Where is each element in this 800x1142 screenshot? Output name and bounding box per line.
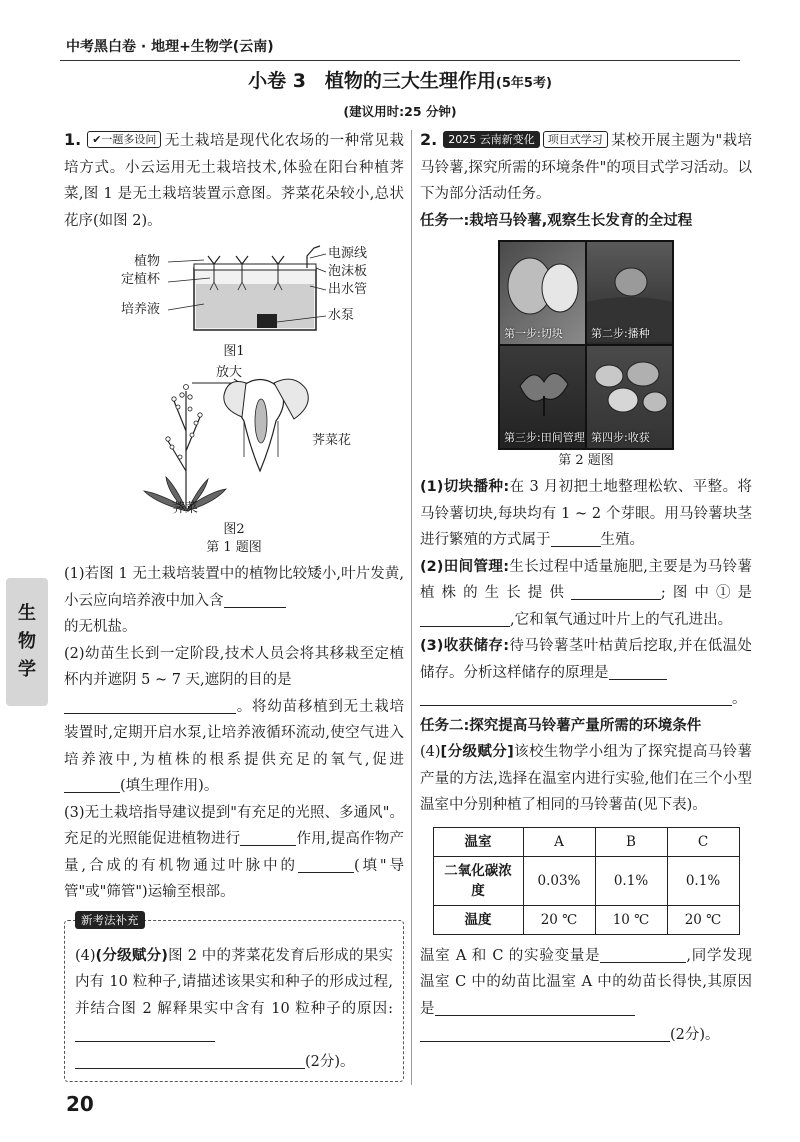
q2-sub2-answer-blank-2[interactable] [420,609,510,627]
q1-figure-caption: 第 1 题图 [206,540,262,555]
photo-caption: 第四步:收获 [591,431,650,444]
q2-sub1 [420,474,752,554]
fig2-caption: 图2 [223,522,245,537]
figure-2 [64,361,404,521]
table-cell: 二氧化碳浓度 [433,856,523,905]
q2-sub4-text: 该校生物学小组为了探究提高马铃薯产量的方法,选择在温室内进行实验,他们在三个小型温室中分别种植了相同的马铃薯苗(见下表)。 [420,744,752,813]
q1-sub4 [75,943,393,1076]
q2-tag-project: 项目式学习 [543,131,608,148]
photo-step-2 [587,242,672,344]
q2-sub3 [420,633,752,713]
q2-sub1-tail: 生殖。 [600,532,644,548]
q1-sub1 [64,561,404,641]
table-cell: 0.1% [667,856,739,905]
q2-sub4-head: (4) [420,744,441,760]
q1-sub2-answer-blank-1[interactable] [64,696,236,714]
fig2-label-zoom: 放大 [216,365,243,380]
q2-sub3-text: 待马铃薯茎叶枯黄后挖取,并在低温处储存。分析这样储存的原理是 [420,638,752,681]
side-subject-tab [6,578,48,706]
q1-sub1-answer-blank[interactable] [224,590,286,608]
photo-caption: 第三步:田间管理 [504,431,585,444]
q2-sub2 [420,554,752,634]
supplement-tag: 新考法补充 [75,911,145,929]
q1-sub3 [64,800,404,906]
fig1-label-foam: 泡沫板 [328,264,368,279]
q2-sub2-mid: ;图中①是 [660,585,752,601]
q2-tag-new: 2025 云南新变化 [443,131,540,148]
table-row [433,905,739,934]
side-tab-char: 生 [18,603,36,624]
q1-sub4-head: (4) [75,947,96,964]
fig1-label-wire: 电源线 [328,246,368,261]
photo-caption: 第一步:切块 [504,327,563,340]
header-rule [60,60,740,61]
potato-photo-grid [498,240,674,450]
q1-sub4-score: (2分)。 [305,1053,355,1070]
table-header-row [433,827,739,856]
q2-task2: 任务二:探究提高马铃薯产量所需的环境条件 [420,717,702,734]
q2-sub4 [420,739,752,819]
q2-intro [420,127,752,208]
q2-sub2-answer-blank-1[interactable] [571,582,661,600]
q2-sub2-text: 生长过程中适量施肥,主要是为马铃薯植株的生长提供 [420,558,752,601]
fig1-label-pump: 水泵 [328,308,355,323]
q1-intro [64,127,404,234]
fig2-label-flower: 荠菜花 [312,433,352,448]
section-title [0,66,800,93]
shepherds-purse-illustration [64,361,404,521]
q2-sub2-head: (2)田间管理: [420,558,510,575]
fig1-label-cup: 定植杯 [121,272,161,287]
table-cell: 20 ℃ [523,905,595,934]
fig2-label-plant: 荠菜 [172,501,199,516]
q2-sub3-answer-blank-2[interactable] [420,688,732,706]
q1-sub2 [64,641,404,800]
side-tab-char: 物 [18,631,36,652]
table-cell: 温度 [433,905,523,934]
q2-sub2-tail: ,它和氧气通过叶片上的气孔进出。 [510,611,733,628]
side-tab-char: 学 [18,659,36,680]
q2-sub3-answer-blank-1[interactable] [609,662,667,680]
q1-sub2-text-b: 。将幼苗移植到无土栽培装置时,定期开启水泵,让培养液循环流动,使空气进入培养液中,为植株的根系提供充足的氧气,促进 [64,698,404,768]
q2-after-answer-blank-2[interactable] [435,998,635,1016]
book-title: 中考黑白卷 · 地理+生物学(云南) [66,39,274,55]
photo-step-1 [500,242,585,344]
q1-number: 1. [64,130,82,149]
section-title-sub: (5年5考) [495,76,552,91]
q2-after-score: (2分)。 [670,1027,720,1043]
q2-after-text-b: ,同学发现温室 C 中的幼苗比温室 A 中的幼苗长得快,其原因是 [420,947,752,1017]
q1-sub2-text: (2)幼苗生长到一定阶段,技术人员会将其移栽至定植杯内并遮阴 5 ~ 7 天,遮阴的目的是 [64,645,404,688]
q2-figure-caption: 第 2 题图 [558,453,614,468]
q2-sub1-answer-blank[interactable] [551,529,601,547]
photo-caption: 第二步:播种 [591,327,650,340]
q1-supplement-box [64,912,404,1083]
question-2 [420,127,752,1049]
q1-sub4-answer-blank-2[interactable] [75,1051,305,1069]
page-number: 20 [66,1092,94,1116]
q1-sub4-answer-blank-1[interactable] [75,1024,215,1042]
q2-sub3-head: (3)收获储存: [420,638,510,654]
table-header-cell: A [523,827,595,856]
photo-step-3 [500,346,585,448]
table-header-cell: B [595,827,667,856]
q1-sub4-grade: (分级赋分) [95,947,168,964]
q2-sub3-tail: 。 [732,691,747,707]
fig1-label-plant: 植物 [134,254,161,269]
q2-task1: 任务一:栽培马铃薯,观察生长发育的全过程 [420,212,693,229]
q1-sub3-tail: (填"导管"或"筛管")运输至根部。 [64,857,405,900]
q2-after-table [420,943,752,1049]
q1-sub3-answer-blank-2[interactable] [298,855,354,873]
q1-sub2-tail: (填生理作用)。 [120,778,219,794]
q2-after-answer-blank-1[interactable] [600,945,686,963]
q2-sub1-text: 在 3 月初把土地整理松软、平整。将马铃薯切块,每块均有 1 ~ 2 个芽眼。用马铃薯块茎进行繁殖的方式属于 [420,479,752,548]
q1-sub2-answer-blank-2[interactable] [64,775,120,793]
figure-1 [64,238,404,343]
q1-sub4-text: 图 2 中的荠菜花发育后形成的果实内有 10 粒种子,请描述该果实和种子的形成过程,并结合图 2 解释果实中含有 10 粒种子的原因: [75,947,393,1017]
q2-sub4-grade: [分级赋分] [440,744,514,760]
q1-sub3-answer-blank-1[interactable] [240,828,296,846]
fig1-label-solution: 培养液 [121,302,161,317]
fig1-caption: 图1 [223,344,245,359]
q2-after-text-a: 温室 A 和 C 的实验变量是 [420,947,601,964]
q1-intro-text: 无土栽培是现代化农场的一种常见栽培方式。小云运用无土栽培技术,体验在阳台种植荠菜,图 1 是无土栽培装置示意图。荠菜花朵较小,总状花序(如图 2)。 [64,133,404,229]
q1-tag: ✔一题多设问 [87,131,161,148]
q2-after-answer-blank-3[interactable] [420,1024,670,1042]
time-note: (建议用时:25 分钟) [343,104,457,119]
q2-intro-text: 某校开展主题为"栽培马铃薯,探究所需的环境条件"的项目式学习活动。以下为部分活动任务。 [420,133,752,202]
q1-sub3-text-b: 作用,提高作物产量,合成的有机物通过叶脉中的 [64,831,405,874]
q1-sub3-text: (3)无土栽培指导建议提到"有充足的光照、多通风"。充足的光照能促进植物进行 [64,804,404,847]
fig1-label-pipe: 出水管 [328,282,368,297]
greenhouse-table [433,827,740,935]
table-cell: 0.1% [595,856,667,905]
table-header-cell: 温室 [433,827,523,856]
section-title-main: 小卷 3 植物的三大生理作用 [248,70,496,92]
table-header-cell: C [667,827,739,856]
table-cell: 20 ℃ [667,905,739,934]
table-cell: 0.03% [523,856,595,905]
q2-sub1-head: (1)切块播种: [420,479,510,495]
q1-sub1-text: (1)若图 1 无土栽培装置中的植物比较矮小,叶片发黄,小云应向培养液中加入含 [64,566,404,609]
q2-number: 2. [420,130,438,149]
q1-sub1-tail: 的无机盐。 [64,619,137,635]
table-row [433,856,739,905]
photo-step-4 [587,346,672,448]
question-1 [64,127,404,1082]
column-divider [411,130,412,1085]
table-cell: 10 ℃ [595,905,667,934]
